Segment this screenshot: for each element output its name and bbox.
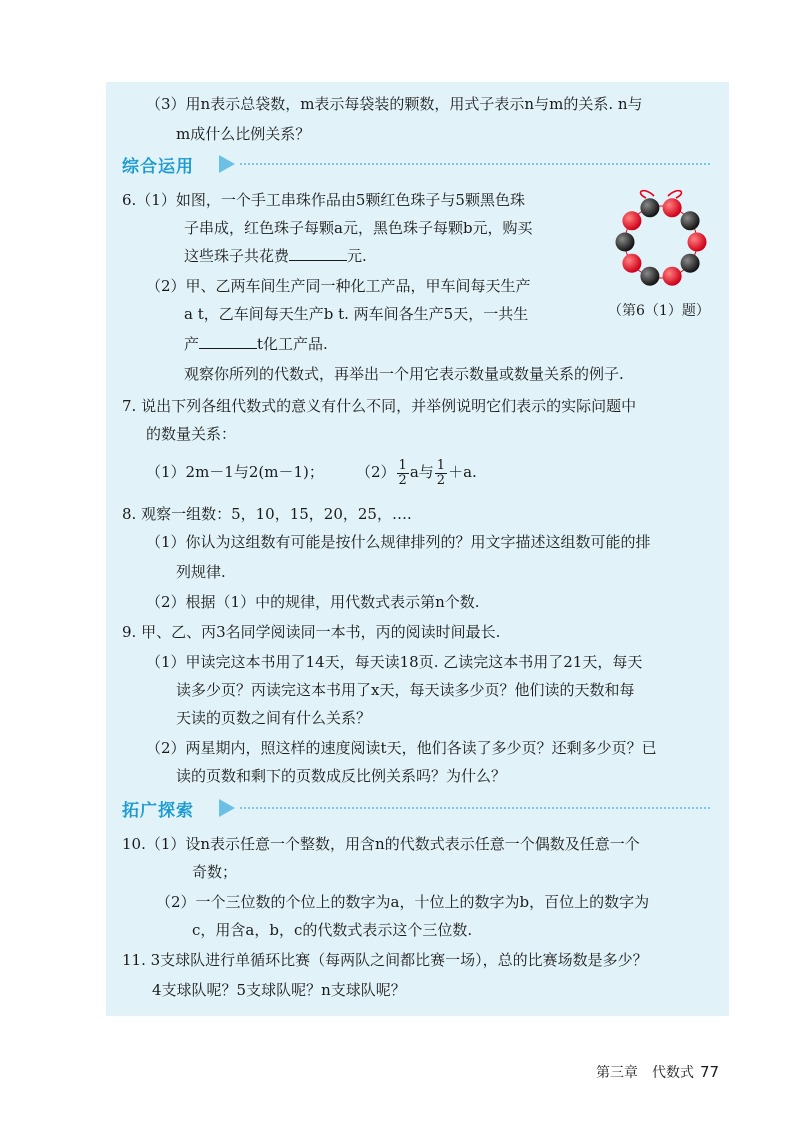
q6-part2-unit: t化工产品. [257, 335, 328, 353]
page-footer [596, 1062, 719, 1082]
q6-part1-line3 [184, 246, 367, 266]
q10-part1-line2: 奇数； [192, 863, 238, 881]
fraction-one-half [397, 459, 409, 488]
q6-part1-text: 这些珠子共花费 [184, 247, 290, 265]
section-arrow-icon [219, 799, 235, 817]
q9-part2-line1: （2）两星期内，照这样的速度阅读t天，他们各读了多少页？还剩多少页？已 [146, 739, 657, 757]
q9-part1-line3: 天读的页数之间有什么关系？ [176, 709, 372, 727]
q6-part2-line2: a t，乙车间每天生产b t. 两车间各生产5天，一共生 [184, 305, 529, 323]
q6-part2-text: 产 [184, 335, 200, 353]
page-number: 77 [700, 1063, 720, 1081]
q5-part3-line2: m成什么比例关系？ [176, 125, 311, 143]
q6-part2-line3 [184, 334, 328, 354]
q10-part2-line2: c，用含a，b，c的代数式表示这个三位数. [192, 921, 473, 939]
answer-blank [199, 334, 257, 349]
fraction-one-half [435, 459, 447, 488]
section-title-tuoguang: 拓广探索 [122, 801, 194, 821]
fraction-numerator: 1 [398, 457, 407, 473]
red-bead [663, 267, 682, 286]
red-bead [622, 254, 641, 273]
q7-line1: 7. 说出下列各组代数式的意义有什么不同，并举例说明它们表示的实际问题中 [122, 397, 637, 415]
q7-line2: 的数量关系： [146, 425, 237, 443]
q6-part1-line2: 子串成，红色珠子每颗a元，黑色珠子每颗b元，购买 [184, 219, 533, 237]
q6-part1-line1: 6.（1）如图，一个手工串珠作品由5颗红色珠子与5颗黑色珠 [122, 191, 525, 209]
chapter-label: 第三章 代数式 [596, 1065, 694, 1081]
q9-part2-line2: 读的页数和剩下的页数成反比例关系吗？为什么？ [176, 767, 507, 785]
answer-blank [289, 246, 347, 261]
q8-part1-line2: 列规律. [176, 563, 226, 581]
q9-part1-line2: 读多少页？丙读完这本书用了x天，每天读多少页？他们读的天数和每 [176, 681, 635, 699]
q9-part1-line1: （1）甲读完这本书用了14天，每天读18页. 乙读完这本书用了21天，每天 [146, 653, 643, 671]
q8-line1: 8. 观察一组数：5，10，15，20，25，…. [122, 505, 412, 523]
red-bead [663, 198, 682, 217]
black-bead [640, 267, 659, 286]
q7-expr2-mid: a与 [409, 463, 434, 481]
q7-expr1: （1）2m－1与2(m－1)； [146, 463, 324, 481]
section-divider [240, 163, 710, 165]
q9-line1: 9. 甲、乙、丙3名同学阅读同一本书，丙的阅读时间最长. [122, 623, 501, 641]
fraction-denominator: 2 [398, 472, 407, 488]
q6-part1-unit: 元. [347, 247, 367, 265]
fraction-numerator: 1 [436, 457, 446, 473]
section-arrow-icon [219, 155, 235, 173]
fraction-denominator: 2 [436, 472, 446, 488]
q6-part2-line1: （2）甲、乙两车间生产同一种化工产品，甲车间每天生产 [146, 277, 531, 295]
black-bead [681, 211, 700, 230]
red-bead [622, 211, 641, 230]
q10-part2-line1: （2）一个三位数的个位上的数字为a，十位上的数字为b，百位上的数字为 [156, 893, 650, 911]
black-bead [616, 233, 635, 252]
q10-part1-line1: 10.（1）设n表示任意一个整数，用含n的代数式表示任意一个偶数及任意一个 [122, 835, 640, 853]
q5-part3-line1: （3）用n表示总袋数，m表示每袋装的颗数，用式子表示n与m的关系. n与 [146, 95, 643, 113]
section-divider [240, 807, 710, 809]
q11-line1: 11. 3支球队进行单循环比赛（每两队之间都比赛一场），总的比赛场数是多少？ [122, 951, 648, 969]
necklace-bow-icon [641, 191, 682, 198]
q7-expr2 [356, 452, 477, 492]
q8-part2: （2）根据（1）中的规律，用代数式表示第n个数. [146, 593, 480, 611]
q11-line2: 4支球队呢？5支球队呢？n支球队呢？ [152, 981, 406, 999]
bead-necklace-illustration [606, 186, 716, 292]
black-bead [640, 198, 659, 217]
q8-part1-line1: （1）你认为这组数有可能是按什么规律排列的？用文字描述这组数可能的排 [146, 533, 651, 551]
section-title-zonghe: 综合运用 [122, 157, 194, 177]
bead-ring [616, 198, 707, 285]
q7-expr2-end: ＋a. [448, 463, 477, 481]
red-bead [688, 233, 707, 252]
q6-part2-line4: 观察你所列的代数式，再举出一个用它表示数量或数量关系的例子. [184, 365, 624, 383]
figure-caption: （第6（1）题） [608, 303, 710, 319]
black-bead [681, 254, 700, 273]
q7-expr2-label: （2） [356, 463, 396, 481]
